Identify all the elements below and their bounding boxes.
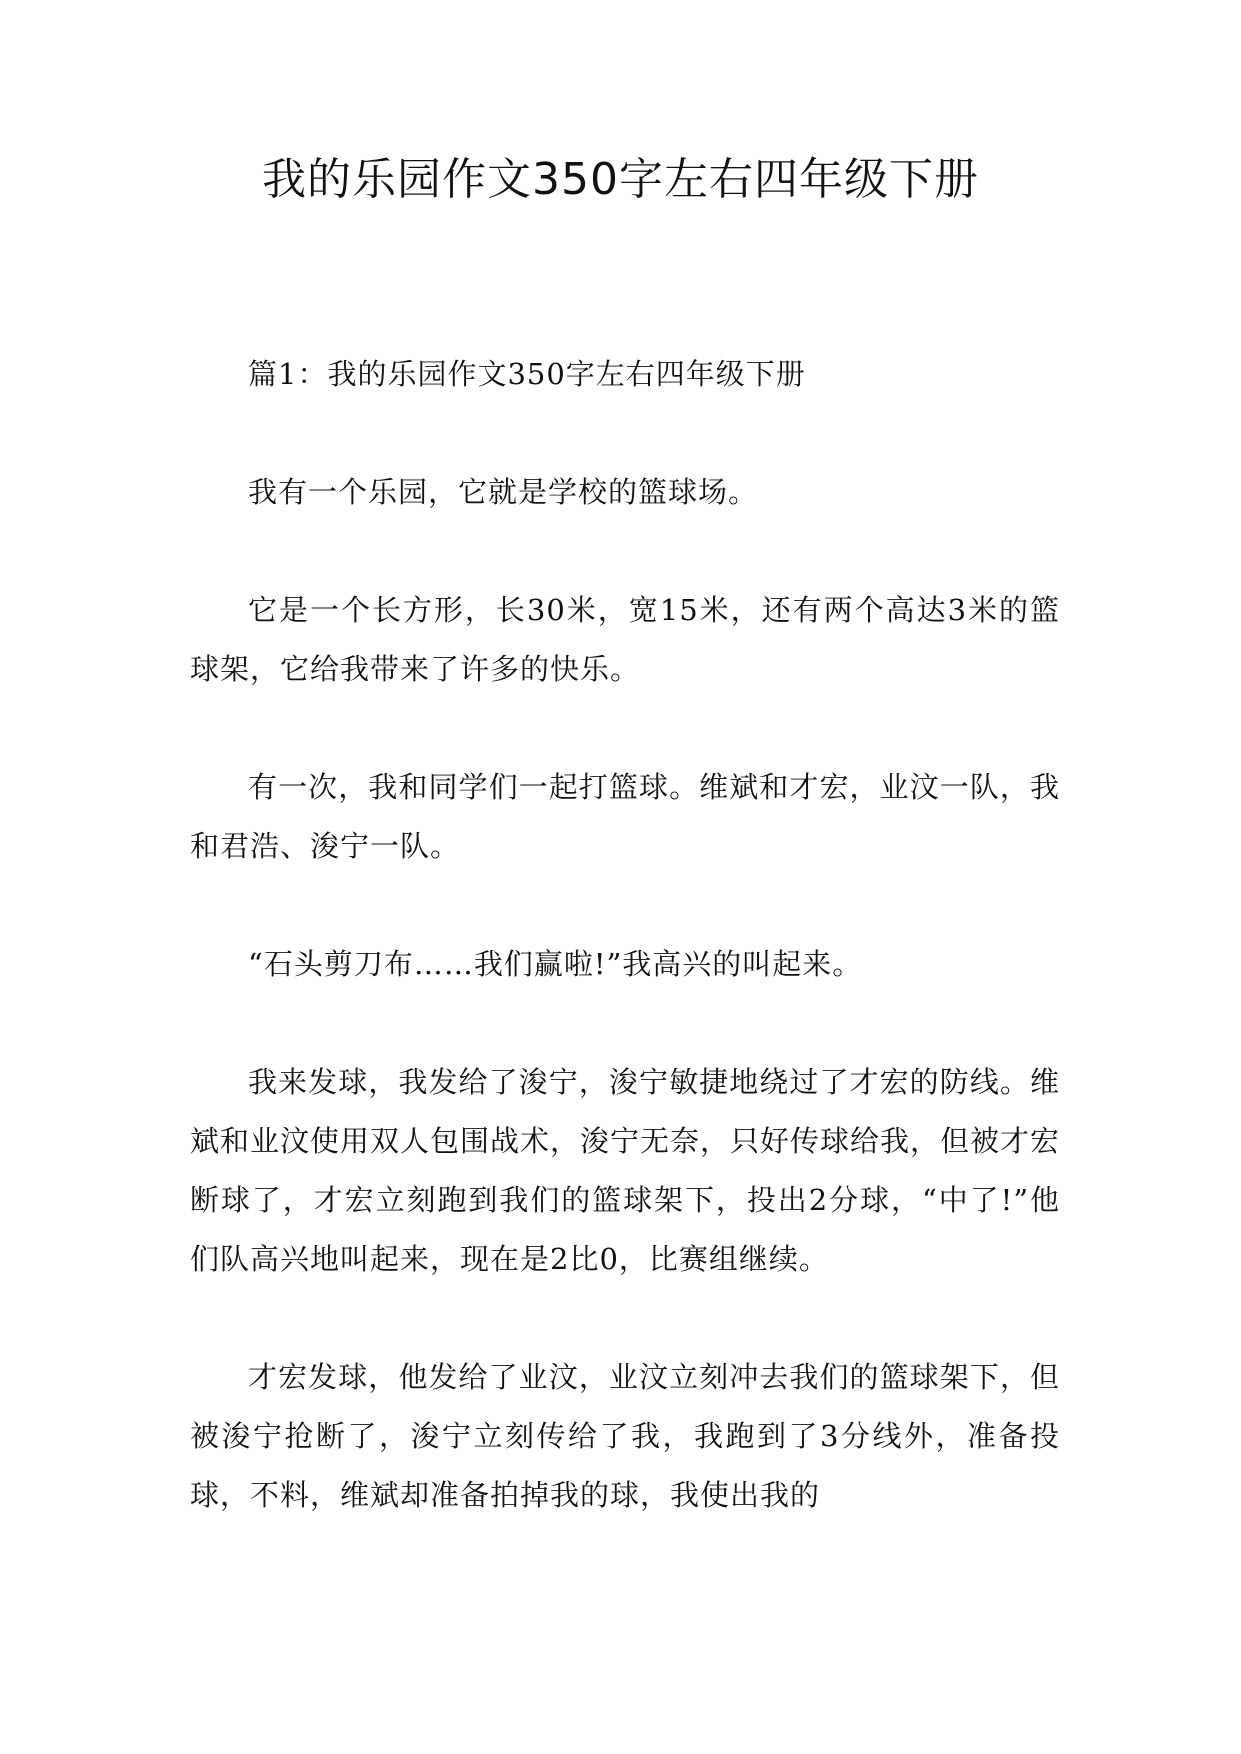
paragraph: 才宏发球，他发给了业汶，业汶立刻冲去我们的篮球架下，但被浚宁抢断了，浚宁立刻传给了我，我跑到了3分线外，准备投球，不料，维斌却准备拍掉我的球，我使出我的 <box>190 1360 1060 1512</box>
document-title: 我的乐园作文350字左右四年级下册 <box>262 154 979 205</box>
document-body <box>190 345 1060 1584</box>
paragraph: 它是一个长方形，长30米，宽15米，还有两个高达3米的篮球架，它给我带来了许多的快乐。 <box>190 593 1060 686</box>
paragraph: “石头剪刀布……我们赢啦!”我高兴的叫起来。 <box>248 947 863 981</box>
paragraph: 我有一个乐园，它就是学校的篮球场。 <box>248 475 759 509</box>
paragraph: 有一次，我和同学们一起打篮球。维斌和才宏，业汶一队，我和君浩、浚宁一队。 <box>190 770 1060 863</box>
paragraph: 我来发球，我发给了浚宁，浚宁敏捷地绕过了才宏的防线。维斌和业汶使用双人包围战术，浚宁无奈，只好传球给我，但被才宏断球了，才宏立刻跑到我们的篮球架下，投出2分球，“中了!”他们队高兴地叫起来，现在是2比0，比赛组继续。 <box>190 1065 1061 1276</box>
paragraph-chapter-heading: 篇1：我的乐园作文350字左右四年级下册 <box>248 357 806 391</box>
